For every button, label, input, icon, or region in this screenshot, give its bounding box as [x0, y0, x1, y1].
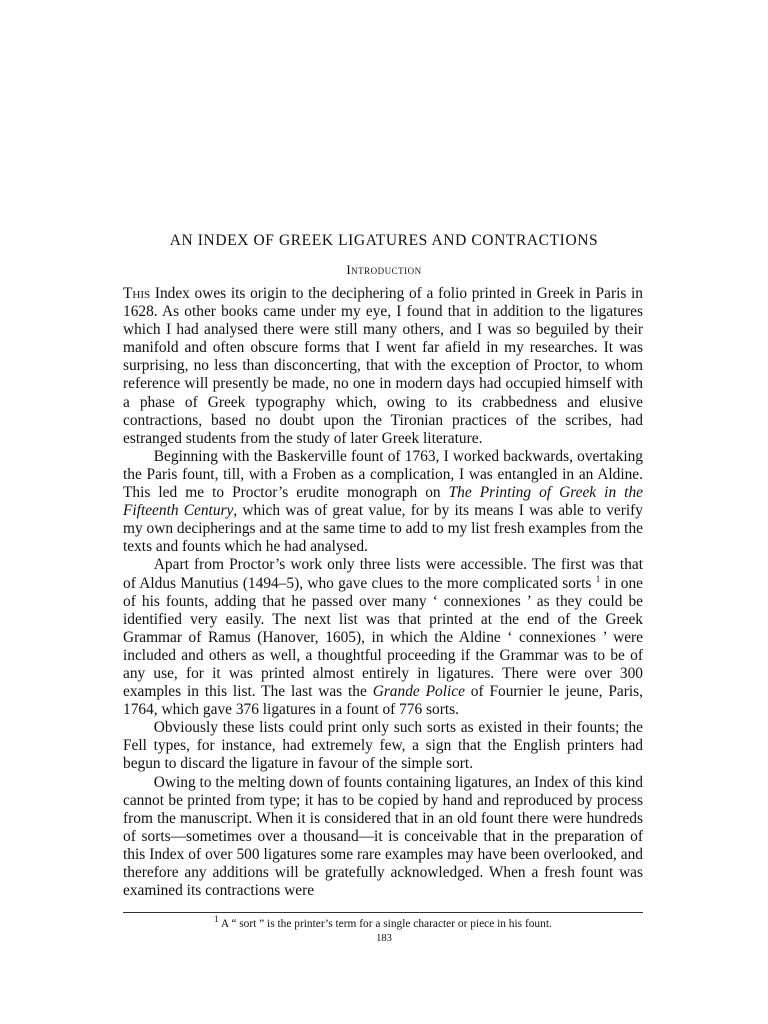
paragraph-2-after: , which was of great value, for by its means I was able to verify my own decipherings and at the same time to add to my list fresh examples from the texts and founts which he had analysed. — [123, 502, 643, 556]
body-text — [123, 285, 643, 900]
paragraph-3-middle: in one of his founts, adding that he passed over many ‘ connexiones ’ as they could be identified very easily. The next list was that printed at the end of the Greek Grammar of Ramus (Hanover, 1605), in which the Aldine ‘ connexiones ’ were included and others as well, a thoughtful proceeding if the Grammar was to be of any use, for it was printed almost entirely in ligatures. There were over 300 examples in this list. The last was the — [123, 574, 644, 701]
paragraph-3-before: Apart from Proctor’s work only three lists were accessible. The first was that of Aldus Manutius (1494–5), who gave clues to the more complicated sorts — [123, 556, 643, 592]
paragraph-3 — [123, 556, 643, 719]
paragraph-2-before: Beginning with the Baskerville fount of 1763, I worked backwards, overtaking the Paris fount, till, with a Froben as a complication, I was entangled in an Aldine. This led me to Proctor’s erudite monograph on — [123, 447, 643, 502]
section-heading: Introduction — [346, 262, 422, 277]
paragraph-4: Obviously these lists could print only such sorts as existed in their founts; the Fell types, for instance, had extremely few, a sign that the English printers had begun to discard the ligature in favour of the simple sort. — [123, 719, 643, 773]
paragraph-1 — [123, 285, 643, 448]
paragraph-2 — [123, 448, 643, 557]
book-title-grande-police: Grande Police — [372, 683, 465, 701]
footnote-divider — [123, 912, 643, 913]
footnote-reference: 1 — [595, 573, 601, 584]
article-title: AN INDEX OF GREEK LIGATURES AND CONTRACTIONS — [169, 232, 599, 249]
paragraph-5: Owing to the melting down of founts containing ligatures, an Index of this kind cannot be printed from type; it has to be copied by hand and reproduced by process from the manuscript. When it is considered that in an old fount there were hundreds of sorts—sometimes over a thousand—it is conceivable that in the preparation of this Index of over 500 ligatures some rare examples may have been overlooked, and therefore any additions will be gratefully acknowledged. When a fresh fount was examined its contractions were — [123, 773, 643, 900]
paragraph-1-lead: This — [123, 285, 151, 302]
paragraph-1-text: Index owes its origin to the deciphering of a folio printed in Greek in Paris in 1628. As other books came under my eye, I found that in addition to the ligatures which I had analysed there were still many others, and I was so beguiled by their manifold and often obscure forms that I went far afield in my researches. It was surprising, no less than disconcerting, that with the exception of Proctor, to whom reference will presently be made, no one in modern days had occupied himself with a phase of Greek typography which, owing to its crabbedness and elusive contractions, based no doubt upon the Tironian practices of the scribes, had estranged students from the study of later Greek literature. — [123, 285, 643, 447]
footnote-text: A “ sort ” is the printer’s term for a single character or piece in his fount. — [218, 918, 552, 930]
footnote-mark: 1 — [214, 914, 219, 925]
page-number: 183 — [376, 933, 392, 944]
book-title-printing-of-greek: The Printing of Greek in the Fifteenth Century — [123, 484, 643, 520]
paragraph-3-after: of Fournier le jeune, Paris, 1764, which gave 376 ligatures in a fount of 776 sorts. — [123, 683, 643, 719]
footnote — [123, 914, 643, 930]
